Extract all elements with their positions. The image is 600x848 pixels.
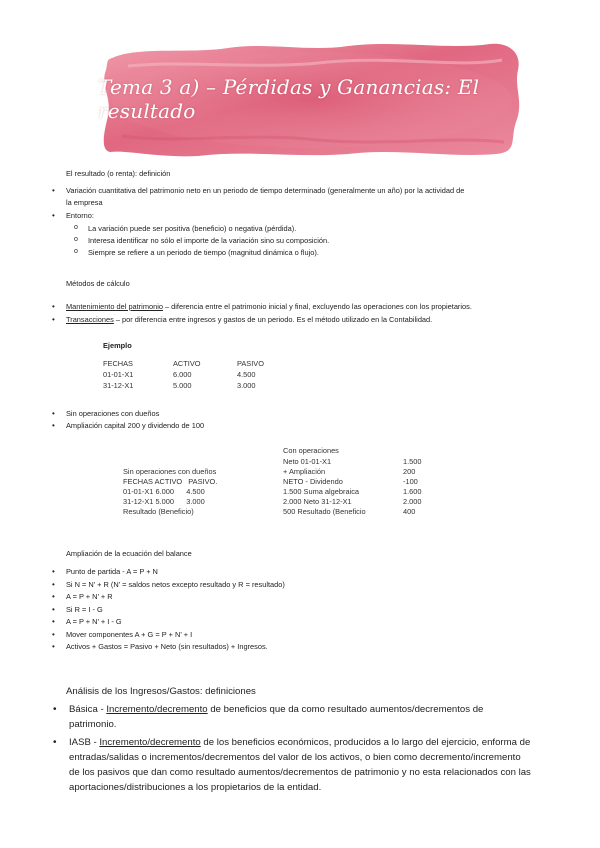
definition-iasb-line1 bbox=[69, 737, 530, 748]
equation-item: • A = P + N’ + I - G bbox=[66, 617, 122, 626]
definition-iasb-line2: entradas/salidas o incrementos/decrementos del valor de los activos, o bien como decremento/incremento bbox=[69, 752, 521, 763]
section3-bullet2: • Ampliación capital 200 y dividendo de 100 bbox=[66, 421, 204, 430]
section1-sub2: o Interesa identificar no sólo el importe de la variación sino su composición. bbox=[88, 236, 329, 245]
equation-item: • Si N = N’ + R (N’ = saldos netos excepto resultado y R = resultado) bbox=[66, 580, 285, 589]
equation-item: • Si R = I - G bbox=[66, 605, 103, 614]
example2-right-row: 2.000 bbox=[403, 497, 422, 506]
definition-basica-line2: patrimonio. bbox=[69, 719, 117, 730]
definition-iasb-line4: aportaciones/distribuciones a los propietarios de la entidad. bbox=[69, 782, 322, 793]
example2-mid-row: Neto 01-01-X1 bbox=[283, 457, 332, 466]
example1-cell: 3.000 bbox=[237, 381, 256, 390]
example2-mid-row: 2.000 Neto 31-12-X1 bbox=[283, 497, 352, 506]
example1-header-fechas: FECHAS bbox=[103, 359, 133, 368]
example2-mid-row: + Ampliación bbox=[283, 467, 326, 476]
example2-left-row: Resultado (Beneficio) bbox=[123, 507, 194, 516]
example2-left-row: 01-01-X1 6.000 4.500 bbox=[123, 487, 205, 496]
definition-basica-line1 bbox=[69, 704, 483, 715]
section1-bullet1-line1: • Variación cuantitativa del patrimonio neto en un periodo de tiempo determinado (generalmente un año) por la actividad de bbox=[66, 186, 464, 195]
iasb-prefix: IASB - bbox=[69, 737, 100, 748]
section1-bullet2: • Entorno: bbox=[66, 211, 94, 220]
page-title: Tema 3 a) – Pérdidas y Ganancias: El resultado bbox=[98, 75, 480, 123]
example1-header-activo: ACTIVO bbox=[173, 359, 201, 368]
section5-heading: Análisis de los Ingresos/Gastos: definiciones bbox=[66, 686, 256, 697]
example2-right-row: 400 bbox=[403, 507, 416, 516]
example1-cell: 4.500 bbox=[237, 370, 256, 379]
example2-con-title: Con operaciones bbox=[283, 446, 339, 455]
example2-right-row: -100 bbox=[403, 477, 418, 486]
example2-left-header: FECHAS ACTIVO PASIVO. bbox=[123, 477, 218, 486]
basica-rest: de beneficios que da como resultado aumentos/decrementos de bbox=[207, 704, 484, 715]
section1-sub3: o Siempre se refiere a un periodo de tiempo (magnitud dinámica o flujo). bbox=[88, 248, 319, 257]
example2-left-row: 31-12-X1 5.000 3.000 bbox=[123, 497, 205, 506]
example1-cell: 31-12-X1 bbox=[103, 381, 134, 390]
example2-sin-title: Sin operaciones con dueños bbox=[123, 467, 217, 476]
iasb-term: Incremento/decremento bbox=[99, 737, 201, 748]
equation-item: • Mover componentes A + G = P + N’ + I bbox=[66, 630, 192, 639]
example1-title: Ejemplo bbox=[103, 341, 132, 350]
example1-header-pasivo: PASIVO bbox=[237, 359, 264, 368]
section1-sub1: o La variación puede ser positiva (beneficio) o negativa (pérdida). bbox=[88, 224, 296, 233]
title-banner bbox=[98, 40, 526, 158]
section4-heading: Ampliación de la ecuación del balance bbox=[66, 549, 192, 558]
example2-mid-row: 500 Resultado (Beneficio bbox=[283, 507, 366, 516]
section3-bullet1: • Sin operaciones con dueños bbox=[66, 409, 159, 418]
section1-bullet1-line2: la empresa bbox=[66, 198, 103, 207]
example2-right-row: 1.600 bbox=[403, 487, 422, 496]
example2-right-row: 200 bbox=[403, 467, 416, 476]
method1-text: – diferencia entre el patrimonio inicial y final, excluyendo las operaciones con los propietarios. bbox=[162, 302, 472, 311]
method2 bbox=[66, 315, 432, 324]
example1-cell: 6.000 bbox=[173, 370, 192, 379]
example2-mid-row: NETO - Dividendo bbox=[283, 477, 343, 486]
basica-term: Incremento/decremento bbox=[106, 704, 208, 715]
equation-item: • Activos + Gastos = Pasivo + Neto (sin resultados) + Ingresos. bbox=[66, 642, 268, 651]
equation-item: • A = P + N’ + R bbox=[66, 592, 113, 601]
section2-heading: Métodos de cálculo bbox=[66, 279, 130, 288]
method1-term: Mantenimiento del patrimonio bbox=[66, 302, 163, 311]
example2-right-row: 1.500 bbox=[403, 457, 422, 466]
iasb-rest: de los beneficios económicos, producidos a lo largo del ejercicio, enforma de bbox=[200, 737, 531, 748]
basica-prefix: Básica - bbox=[69, 704, 107, 715]
example1-cell: 01-01-X1 bbox=[103, 370, 134, 379]
method1 bbox=[66, 302, 472, 311]
section1-heading: El resultado (o renta): definición bbox=[66, 169, 171, 178]
definition-iasb-line3: de los pasivos que dan como resultado aumentos/decrementos de patrimonio y no esta relacionados con las bbox=[69, 767, 531, 778]
example2-mid-row: 1.500 Suma algebraica bbox=[283, 487, 360, 496]
method2-text: – por diferencia entre ingresos y gastos de un periodo. Es el método utilizado en la Contabilidad. bbox=[113, 315, 433, 324]
example1-cell: 5.000 bbox=[173, 381, 192, 390]
method2-term: Transacciones bbox=[66, 315, 114, 324]
equation-item: • Punto de partida - A = P + N bbox=[66, 567, 158, 576]
